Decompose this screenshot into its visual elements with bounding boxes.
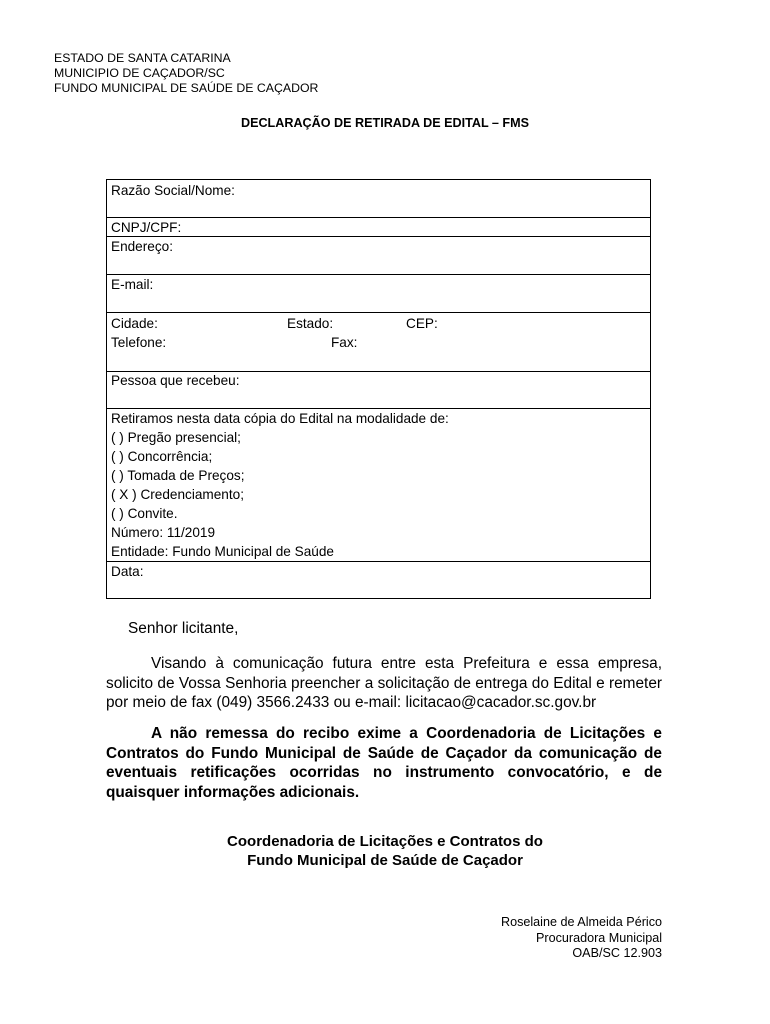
form-divider bbox=[107, 274, 650, 275]
form-divider bbox=[107, 408, 650, 409]
header-state: ESTADO DE SANTA CATARINA bbox=[54, 51, 231, 65]
signature-role: Procuradora Municipal bbox=[536, 931, 662, 945]
option-credenciamento[interactable]: ( X ) Credenciamento; bbox=[111, 487, 244, 502]
signature-name: Roselaine de Almeida Périco bbox=[500, 915, 662, 929]
field-cep[interactable]: CEP: bbox=[406, 316, 438, 331]
field-numero: Número: 11/2019 bbox=[111, 525, 216, 540]
coordenadoria-line1: Coordenadoria de Licitações e Contratos do bbox=[227, 833, 543, 850]
field-email[interactable]: E-mail: bbox=[111, 277, 154, 292]
field-data[interactable]: Data: bbox=[111, 564, 144, 579]
field-fax[interactable]: Fax: bbox=[331, 335, 358, 350]
header-fund: FUNDO MUNICIPAL DE SAÚDE DE CAÇADOR bbox=[54, 81, 319, 95]
field-pessoa[interactable]: Pessoa que recebeu: bbox=[111, 373, 240, 388]
declaration-form bbox=[106, 179, 651, 599]
form-divider bbox=[107, 236, 650, 237]
field-endereco[interactable]: Endereço: bbox=[111, 239, 173, 254]
salutation: Senhor licitante, bbox=[128, 620, 239, 637]
coordenadoria-line2: Fundo Municipal de Saúde de Caçador bbox=[247, 852, 523, 869]
paragraph-notice: A não remessa do recibo exime a Coordenadoria de Licitações e Contratos do Fundo Municipal de Saúde de Caçador da comunicação de eventuais retificações ocorridas no instrumento convocatório, e de quaisquer informações adicionais. bbox=[106, 725, 662, 801]
form-divider bbox=[107, 217, 650, 218]
form-divider bbox=[107, 371, 650, 372]
header-municipality: MUNICIPIO DE CAÇADOR/SC bbox=[54, 66, 225, 80]
field-cnpj[interactable]: CNPJ/CPF: bbox=[111, 220, 182, 235]
field-cidade[interactable]: Cidade: bbox=[111, 316, 158, 331]
option-convite[interactable]: ( ) Convite. bbox=[111, 506, 178, 521]
document-title: DECLARAÇÃO DE RETIRADA DE EDITAL – FMS bbox=[240, 116, 530, 130]
field-telefone[interactable]: Telefone: bbox=[111, 335, 167, 350]
option-concorrencia[interactable]: ( ) Concorrência; bbox=[111, 449, 213, 464]
option-pregao[interactable]: ( ) Pregão presencial; bbox=[111, 430, 241, 445]
signature-oab: OAB/SC 12.903 bbox=[572, 946, 662, 960]
paragraph-request: Visando à comunicação futura entre esta Prefeitura e essa empresa, solicito de Vossa Senhoria preencher a solicitação de entrega do Edital e remeter por meio de fax (049) 3566.2433 ou e-mail: licitacao@cacador.sc.gov.br bbox=[106, 655, 662, 711]
modalidade-intro: Retiramos nesta data cópia do Edital na modalidade de: bbox=[111, 411, 449, 426]
field-razao-social[interactable]: Razão Social/Nome: bbox=[111, 183, 235, 198]
form-divider bbox=[107, 561, 650, 562]
field-entidade: Entidade: Fundo Municipal de Saúde bbox=[111, 544, 334, 559]
field-estado[interactable]: Estado: bbox=[287, 316, 334, 331]
option-tomada-precos[interactable]: ( ) Tomada de Preços; bbox=[111, 468, 245, 483]
form-divider bbox=[107, 312, 650, 313]
